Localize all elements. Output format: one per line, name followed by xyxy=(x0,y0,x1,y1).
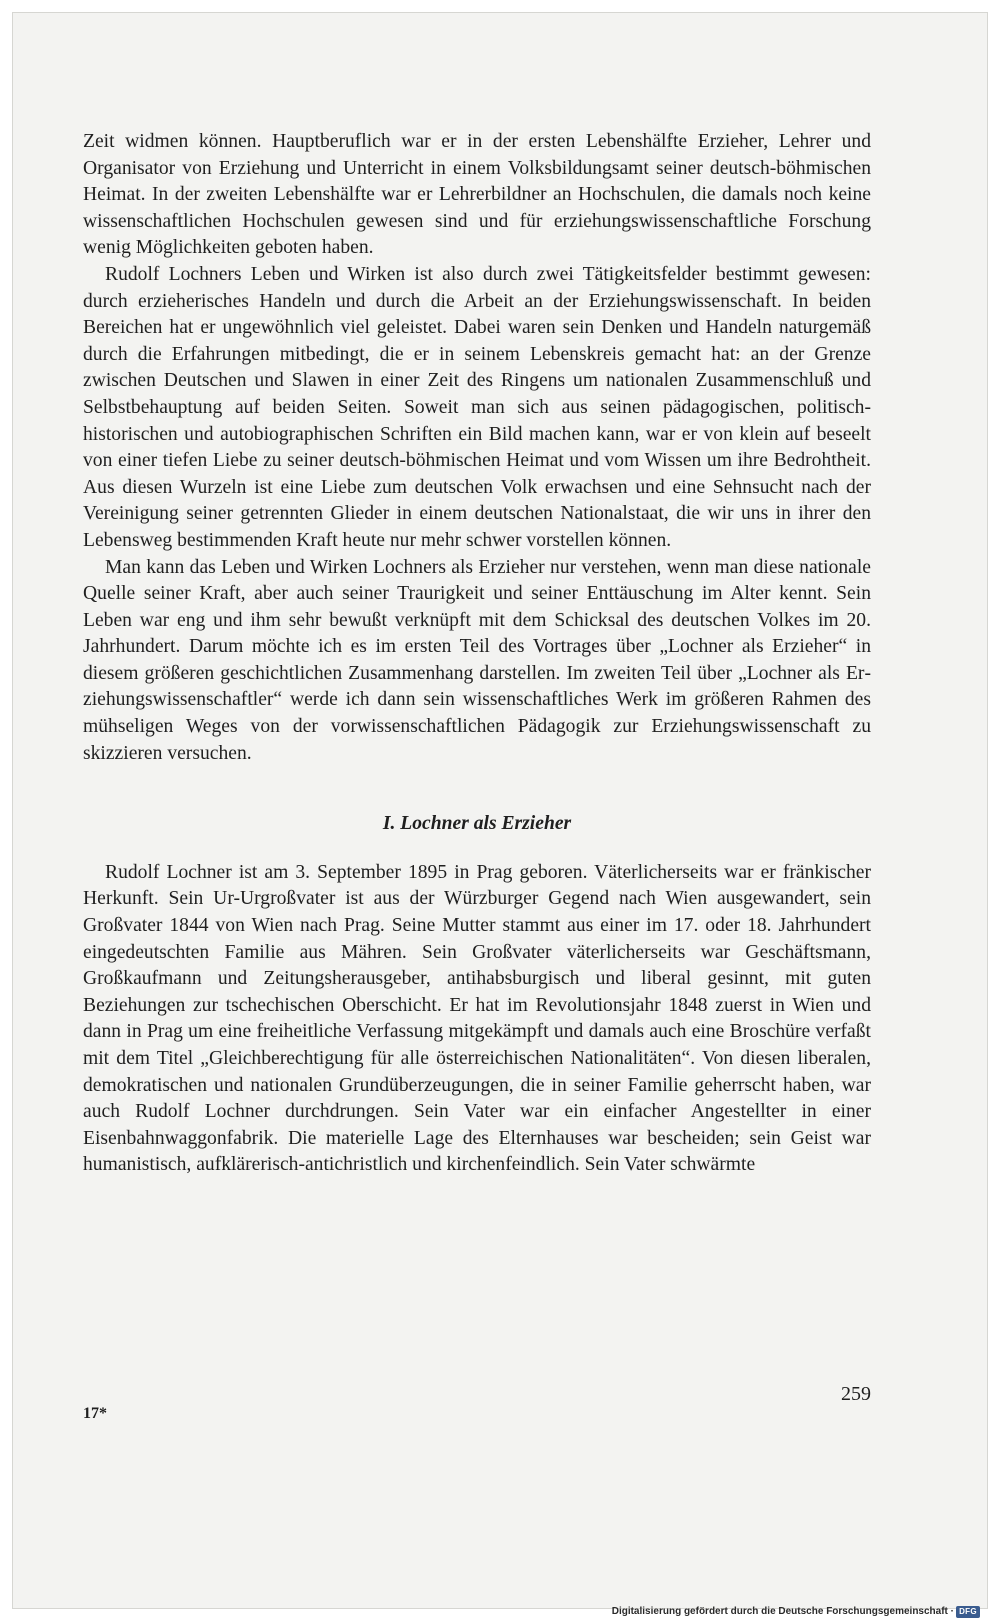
dfg-logo: DFG xyxy=(956,1606,980,1618)
section-paragraph: Rudolf Lochner ist am 3. September 1895 in Prag geboren. Väterlicherseits war er fränkischer Herkunft. Sein Ur-Urgroßvater ist aus der Würzburger Gegend nach Wien ausgewandert, sein Großvater 1844 von Wien nach Prag. Seine Mutter stammt aus einer im 17. oder 18. Jahrhundert eingedeutschten Familie aus Mähren. Sein Großvater väterlicherseits war Geschäftsmann, Großkaufmann und Zeitungsherausgeber, antihabsburgisch und liberal gesinnt, mit guten Beziehungen zur tschechischen Oberschicht. Er hat im Revolutionsjahr 1848 zuerst in Wien und dann in Prag um eine freiheitliche Verfassung mitgekämpft und damals auch eine Broschüre verfaßt mit dem Titel „Gleichberechtigung für alle österreichischen Nationalitäten“. Von diesen liberalen, demokratischen und nationalen Grundüberzeugungen, die in seiner Familie geherrscht haben, war auch Rudolf Lochner durchdrungen. Sein Vater war ein einfacher Angestellter in einer Eisenbahnwaggonfabrik. Die materielle Lage des Elternhauses war bescheiden; sein Geist war humanistisch, aufklärerisch-antichristlich und kirchenfeindlich. Sein Vater schwärmte xyxy=(83,861,871,1176)
paragraph-2: Rudolf Lochners Leben und Wirken ist also durch zwei Tätigkeitsfelder bestimmt gewesen: durch erzieherisches Handeln und durch die Arbeit an der Erziehungswissenschaft. In beiden Bereichen hat er ungewöhnlich viel geleistet. Dabei waren sein Denken und Handeln naturgemäß durch die Erfahrungen mitbedingt, die er in seinem Lebenskreis gemacht hat: an der Grenze zwischen Deutschen und Slawen in einer Zeit des Ringens um nationalen Zusammenschluß und Selbstbehauptung auf beiden Seiten. Soweit man sich aus seinen pädagogischen, politisch-historischen und autobiographischen Schriften ein Bild machen kann, war er von klein auf beseelt von einer tiefen Liebe zu seiner deutsch-böhmischen Heimat und vom Wissen um ihre Bedrohtheit. Aus diesen Wurzeln ist eine Liebe zum deutschen Volk erwachsen und eine Sehnsucht nach der Vereinigung seiner getrennten Glieder in einem deutschen Nationalstaat, die wir uns in ihrer den Lebensweg bestimmenden Kraft heute nur mehr schwer vorstellen können. xyxy=(83,263,871,551)
digitization-credit: Digitalisierung gefördert durch die Deutsche Forschungsgemeinschaft · xyxy=(611,1606,954,1617)
page-number: 259 xyxy=(841,1383,871,1405)
paragraph-1: Zeit widmen können. Hauptberuflich war er in der ersten Lebenshälfte Erzieher, Lehrer und Organisator von Erziehung und Unterricht in einem Volksbildungsamt seiner deutsch-böhmischen Heimat. In der zweiten Lebenshälfte war er Lehrerbildner an Hochschulen, die damals noch keine wissenschaftlichen Hochschulen gewesen sind und für erziehungswissenschaftliche Forschung wenig Möglichkeiten geboten haben. xyxy=(83,131,871,259)
scanned-page xyxy=(12,12,988,1609)
body-text xyxy=(83,129,871,1179)
signature-mark: 17* xyxy=(83,1405,107,1422)
section-heading: I. Lochner als Erzieher xyxy=(382,813,572,835)
paragraph-3: Man kann das Leben und Wirken Lochners als Erzieher nur verstehen, wenn man diese nationale Quelle seiner Kraft, aber auch seiner Traurigkeit und seiner Enttäuschung im Alter kennt. Sein Leben war eng und ihm sehr bewußt verknüpft mit dem Schicksal des deutschen Volkes im 20. Jahrhundert. Darum möchte ich es im ersten Teil des Vortrages über „Lochner als Erzieher“ in diesem größeren geschichtlichen Zusammenhang darstellen. Im zweiten Teil über „Lochner als Erziehungswissenschaftler“ werde ich dann sein wissenschaftliches Werk im größeren Rahmen des mühseligen Weges von der vorwissenschaftlichen Pädagogik zur Erziehungswissenschaft zu skizzieren versuchen. xyxy=(83,556,871,764)
